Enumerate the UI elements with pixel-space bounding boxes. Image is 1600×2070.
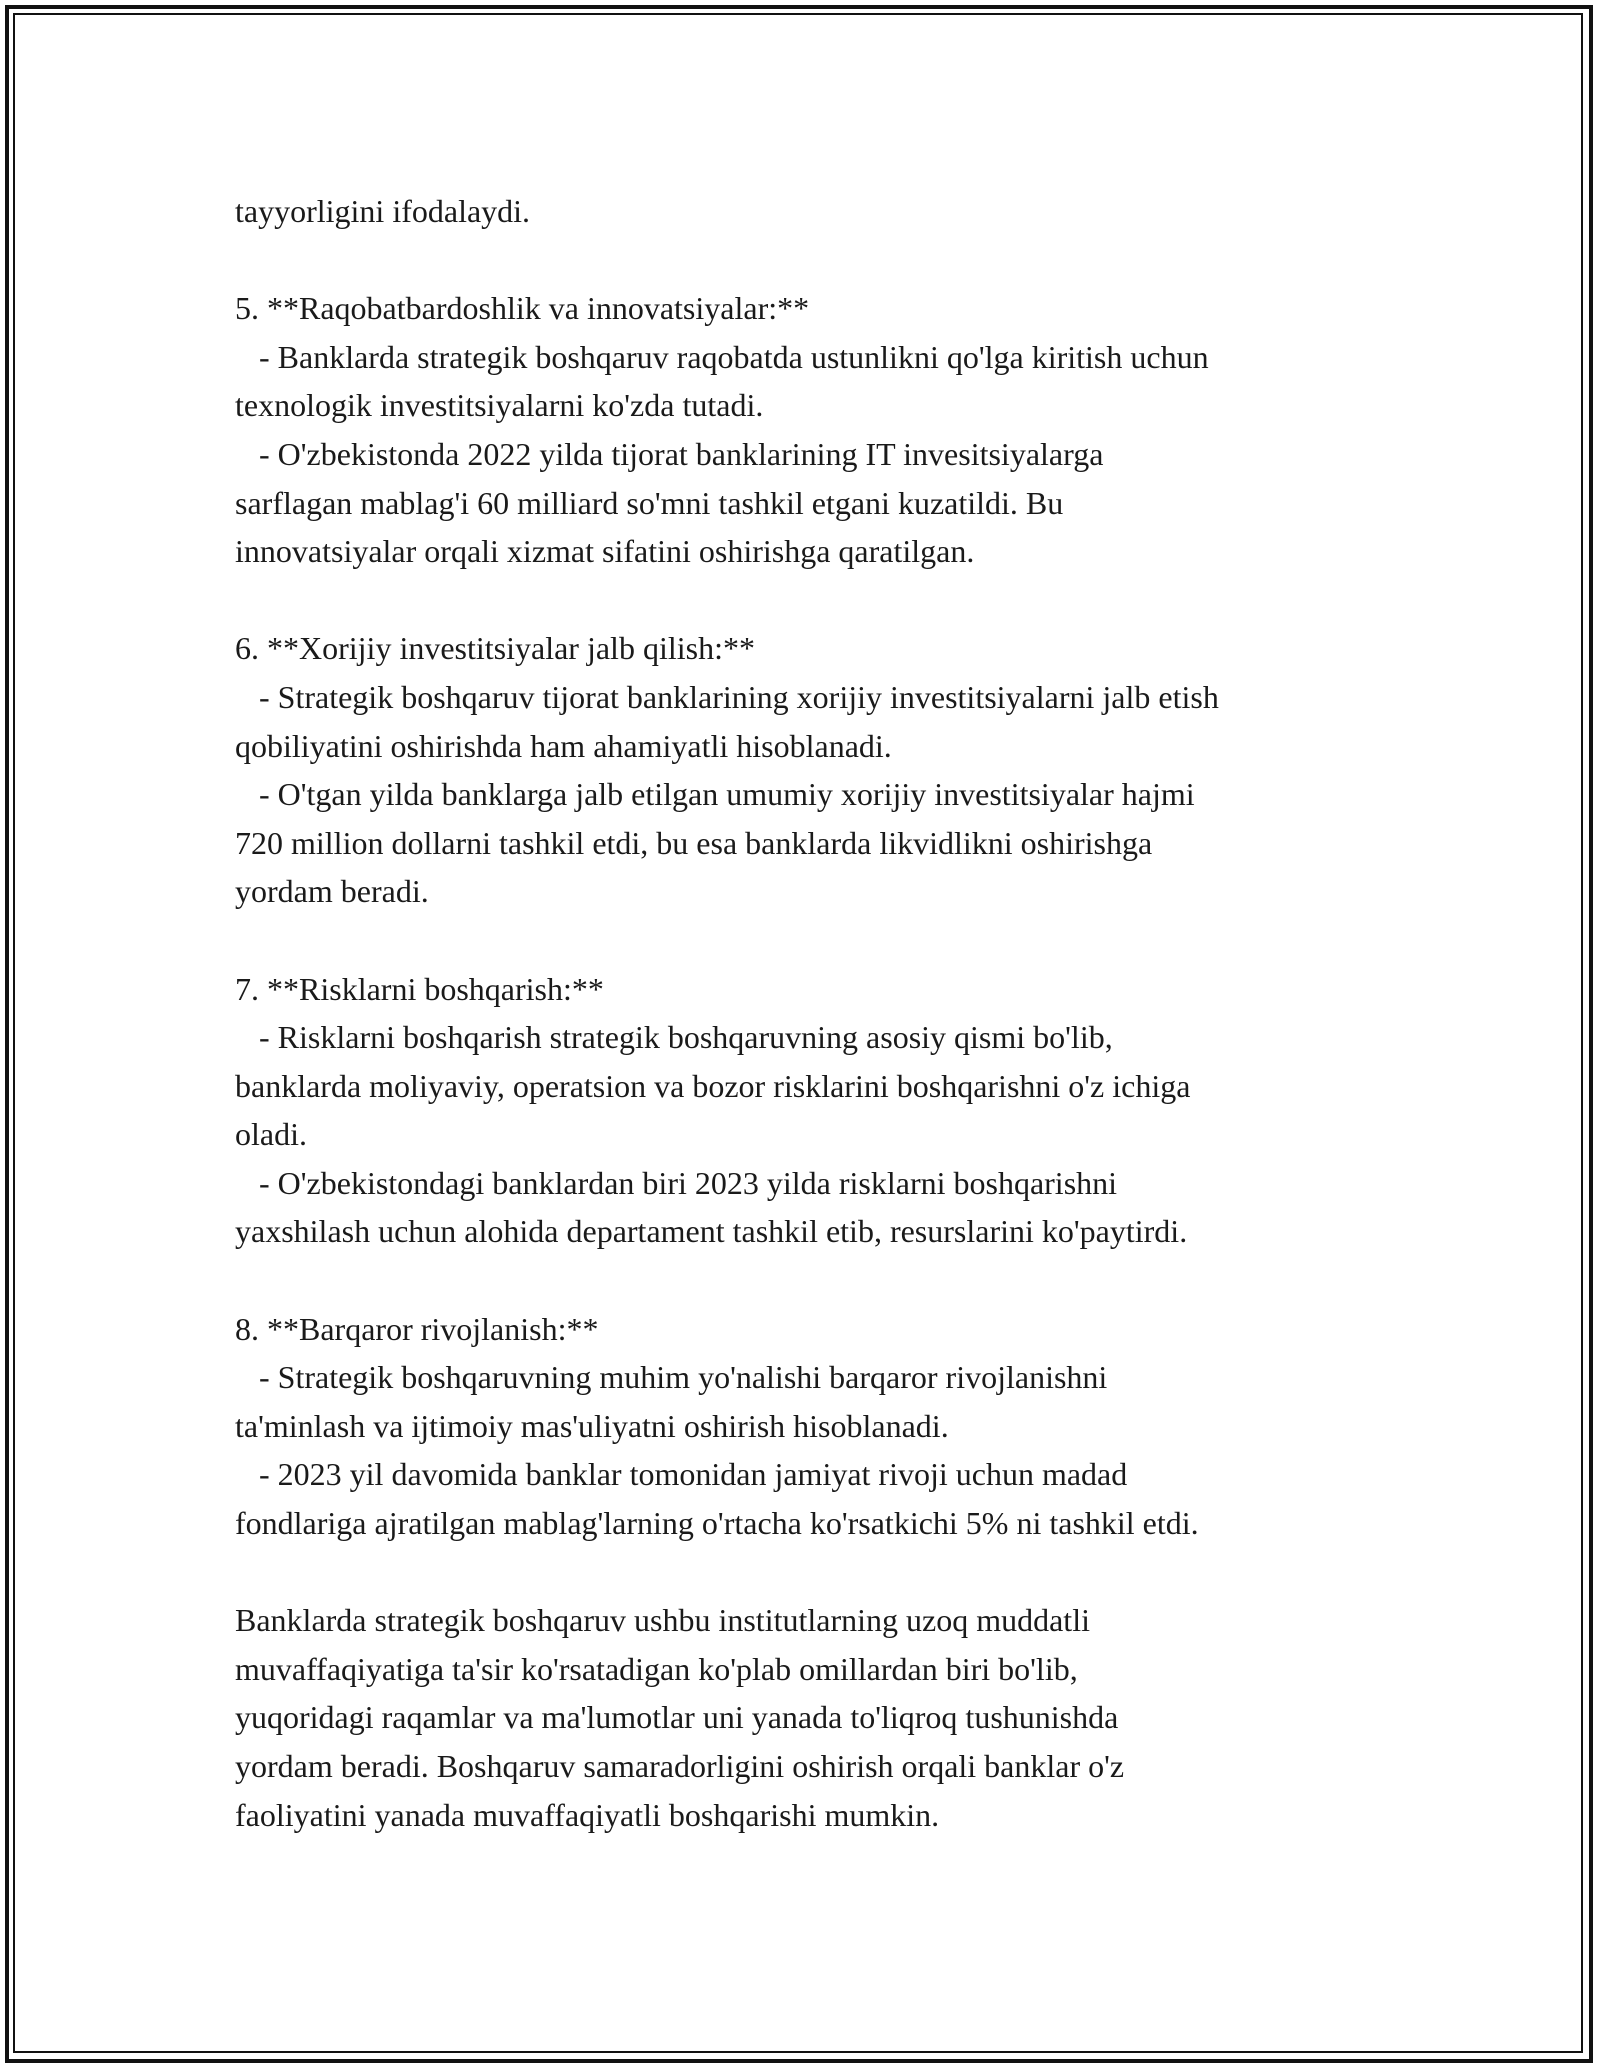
document-body-text: tayyorligini ifodalaydi. 5. **Raqobatbardoshlik va innovatsiyalar:** - Banklarda strategik boshqaruv raqobatda ustunlikni qo'lga kiritish uchun texnologik investitsiyalarni ko'zda tutadi. - O'zbekistonda 2022 yilda tijorat banklarining IT invesitsiyalarga sarflagan mablag'i 60 milliard so'mni tashkil etgani kuzatildi. Bu innovatsiyalar orqali xizmat sifatini oshirishga qaratilgan. 6. **Xorijiy investitsiyalar jalb qilish:** - Strategik boshqaruv tijorat banklarining xorijiy investitsiyalarni jalb etish qobiliyatini oshirishda ham ahamiyatli hisoblanadi. - O'tgan yilda banklarga jalb etilgan umumiy xorijiy investitsiyalar hajmi 720 million dollarni tashkil etdi, bu esa banklarda likvidlikni oshirishga yordam beradi. 7. **Risklarni boshqarish:** - Risklarni boshqarish strategik boshqaruvning asosiy qismi bo'lib, banklarda moliyaviy, operatsion va bozor risklarini boshqarishni o'z ichiga oladi. - O'zbekistondagi banklardan biri 2023 yilda risklarni boshqarishni yaxshilash uchun alohida departament tashkil etib, resurslarini ko'paytirdi. 8. **Barqaror rivojlanish:** - Strategik boshqaruvning muhim yo'nalishi barqaror rivojlanishni ta'minlash va ijtimoiy mas'uliyatni oshirish hisoblanadi. - 2023 yil davomida banklar tomonidan jamiyat rivoji uchun madad fondlariga ajratilgan mablag'larning o'rtacha ko'rsatkichi 5% ni tashkil etdi. Banklarda strategik boshqaruv ushbu institutlarning uzoq muddatli muvaffaqiyatiga ta'sir ko'rsatadigan ko'plab omillardan biri bo'lib, yuqoridagi raqamlar va ma'lumotlar uni yanada to'liqroq tushunishda yordam beradi. Boshqaruv samaradorligini oshirish orqali banklar o'z faoliyatini yanada muvaffaqiyatli boshqarishi mumkin.: [235, 193, 1219, 1833]
